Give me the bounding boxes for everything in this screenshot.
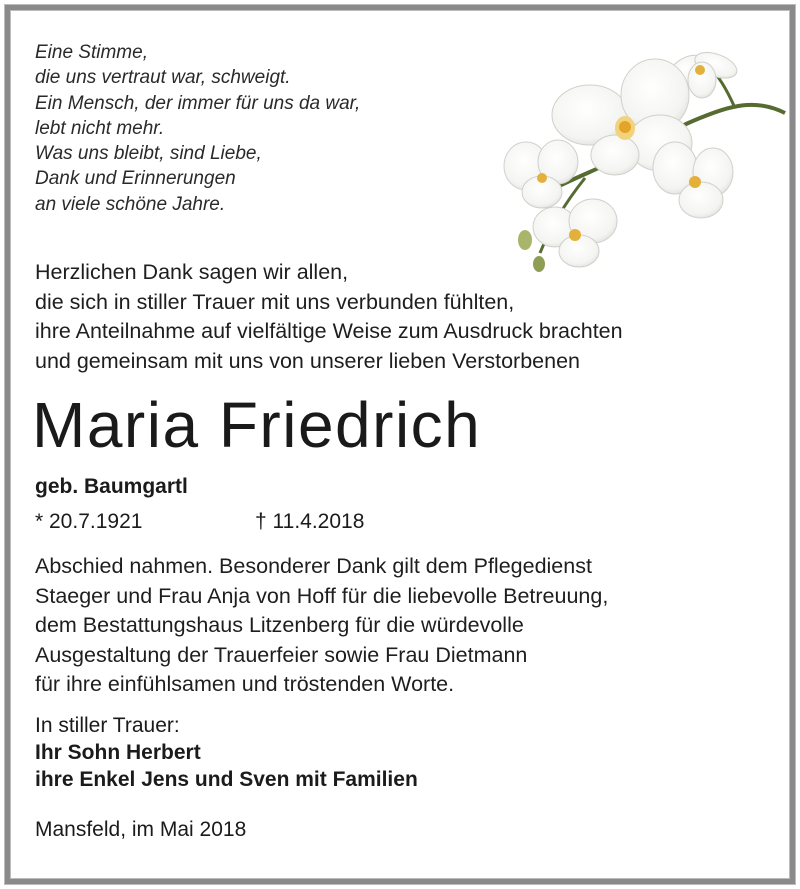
- poem-line: lebt nicht mehr.: [35, 117, 165, 139]
- farewell-line: für ihre einfühlsamen und tröstenden Worte.: [35, 672, 455, 696]
- death-date: † 11.4.2018: [255, 510, 365, 533]
- thanks-line: die sich in stiller Trauer mit uns verbunden fühlten,: [35, 289, 515, 314]
- farewell-line: dem Bestattungshaus Litzenberg für die würdevolle: [35, 613, 524, 637]
- mourner-grandchildren: ihre Enkel Jens und Sven mit Familien: [35, 768, 418, 791]
- poem-line: an viele schöne Jahre.: [35, 193, 226, 215]
- farewell-line: Staeger und Frau Anja von Hoff für die liebevolle Betreuung,: [35, 583, 609, 608]
- maiden-name: geb. Baumgartl: [35, 475, 188, 498]
- thanks-line: und gemeinsam mit uns von unserer lieben Verstorbenen: [35, 348, 580, 373]
- farewell-line: Ausgestaltung der Trauerfeier sowie Frau Dietmann: [35, 642, 528, 667]
- farewell-line: Abschied nahmen. Besonderer Dank gilt dem Pflegedienst: [35, 554, 592, 578]
- birth-date: * 20.7.1921: [35, 510, 143, 533]
- place-and-date: Mansfeld, im Mai 2018: [35, 818, 247, 841]
- mourners-block: [35, 712, 418, 793]
- orchid-flower-icon: [495, 28, 790, 283]
- farewell-paragraph: [35, 552, 775, 700]
- mourner-son: Ihr Sohn Herbert: [35, 741, 201, 764]
- life-dates: [35, 508, 365, 536]
- deceased-name: Maria Friedrich: [32, 389, 482, 461]
- thanks-paragraph: [35, 258, 775, 376]
- poem-line: Dank und Erinnerungen: [35, 168, 236, 190]
- poem-line: Ein Mensch, der immer für uns da war,: [35, 92, 361, 114]
- thanks-line: ihre Anteilnahme auf vielfältige Weise zum Ausdruck brachten: [35, 319, 623, 343]
- thanks-line: Herzlichen Dank sagen wir allen,: [35, 260, 349, 284]
- memorial-poem: [35, 40, 515, 217]
- poem-line: Was uns bleibt, sind Liebe,: [35, 143, 262, 165]
- poem-line: die uns vertraut war, schweigt.: [35, 67, 291, 89]
- poem-line: Eine Stimme,: [35, 42, 148, 63]
- mourners-intro: In stiller Trauer:: [35, 714, 180, 737]
